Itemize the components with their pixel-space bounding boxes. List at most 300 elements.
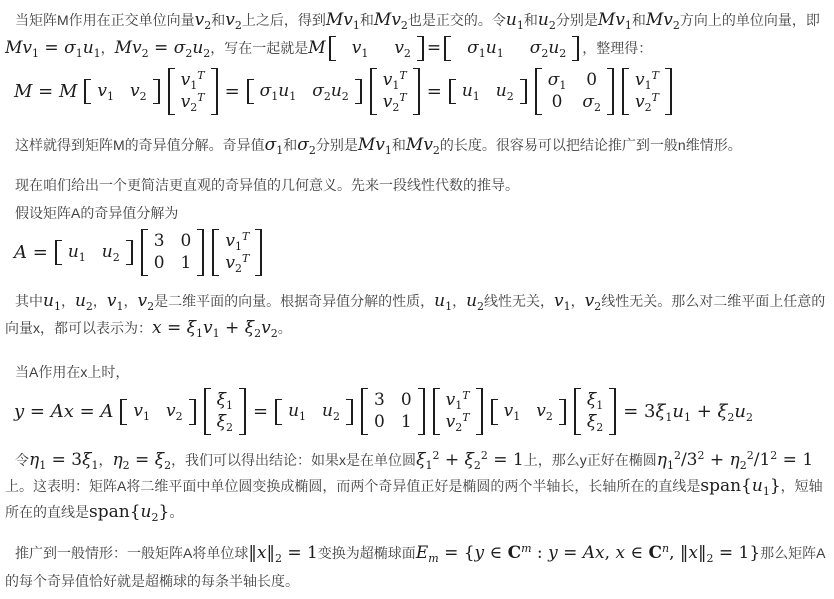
- subscript: 1: [624, 19, 632, 32]
- text-run: ，我们可以得出结论：如果x是在单位圆: [171, 452, 417, 469]
- text-run: 这样就得到矩阵M的奇异值分解。奇异值: [15, 137, 265, 154]
- subscript: 2: [204, 19, 212, 32]
- matrix-body: [629, 68, 665, 115]
- subscript: 2: [112, 250, 120, 264]
- text-run: 分别是: [315, 137, 358, 154]
- subscript: 2: [190, 100, 198, 114]
- math-run: =: [426, 38, 442, 58]
- subscript: 1: [559, 79, 567, 93]
- subscript: 2: [727, 411, 735, 425]
- right-bracket: [520, 79, 527, 105]
- matrix-cell: $v_2$: [166, 401, 183, 424]
- subscript: 1: [276, 144, 284, 158]
- matrix-cell: 0: [586, 70, 598, 91]
- math-run: $\eta_2 = \xi_2$: [112, 450, 172, 473]
- text-run: 当A作用在x上时，: [15, 364, 130, 381]
- math-run: M: [308, 38, 326, 58]
- subscript: 2: [332, 410, 340, 424]
- matrix-body: [91, 79, 152, 105]
- math-run: $\{u_1\}$: [741, 476, 781, 499]
- column-vector: [370, 68, 420, 115]
- text-run: 的长度。很容易可以把结论推广到一般n维情形。: [439, 137, 742, 154]
- subscript: 2: [746, 411, 754, 425]
- subscript: 2: [122, 459, 130, 473]
- matrix-cell: $\sigma_1$: [547, 70, 567, 93]
- subscript: 2: [270, 327, 278, 341]
- matrix-body: [282, 399, 346, 425]
- superscript: 2: [697, 449, 705, 463]
- matrix-cell: $v_2^T$: [445, 410, 470, 434]
- math-run: $v_1$: [554, 291, 571, 314]
- math-run: $Mv_1$: [597, 10, 632, 32]
- matrix-body: [368, 388, 418, 435]
- right-bracket: [572, 36, 579, 62]
- subscript: 2: [141, 47, 149, 60]
- left-bracket: [574, 388, 581, 435]
- matrix-cell: $v_2^T$: [180, 90, 205, 114]
- subscript: 1: [143, 410, 150, 424]
- matrix-body: [377, 68, 413, 115]
- text-run: 分别是: [555, 12, 598, 28]
- subscript: 1: [513, 410, 521, 424]
- matrix-cell: $\sigma_2$: [582, 91, 601, 114]
- right-bracket: [476, 388, 483, 435]
- left-bracket: [329, 36, 336, 62]
- superscript: m: [521, 542, 532, 556]
- text-run: 现在咱们给出一个更简洁更直观的奇异值的几何意义。先来一段线性代数的推导。: [15, 177, 519, 194]
- math-run: $u_2$: [74, 291, 93, 314]
- math-run: $\sigma_1$: [264, 135, 284, 158]
- math-run: $\eta_1 = 3\xi_1$: [29, 450, 99, 473]
- right-bracket: [607, 68, 614, 115]
- math-run: y = Ax = A: [14, 401, 114, 423]
- left-bracket: [212, 229, 219, 276]
- superscript: 2: [746, 449, 754, 463]
- superscript: 2: [480, 449, 488, 463]
- row-vector: [120, 399, 195, 425]
- matrix-cell: $\sigma_1u_1$: [467, 37, 504, 60]
- subscript: 1: [212, 327, 220, 341]
- row-vector: [329, 36, 424, 62]
- matrix-body: [498, 399, 559, 425]
- subscript: 1: [53, 300, 61, 314]
- subscript: 1: [683, 411, 691, 425]
- matrix-body: [456, 79, 520, 105]
- subscript: 1: [361, 46, 369, 60]
- subscript: 2: [225, 420, 233, 434]
- subscript: 1: [93, 47, 101, 60]
- math-run: C: [648, 543, 662, 564]
- subscript: 2: [175, 410, 183, 424]
- text-run: ，: [570, 293, 585, 310]
- matrix-cell: 0: [551, 91, 563, 112]
- superscript: T: [241, 230, 250, 244]
- superscript: T: [462, 410, 470, 424]
- left-bracket: [204, 388, 211, 435]
- text-run: 和: [283, 137, 298, 154]
- subscript: 2: [85, 300, 93, 314]
- subscript: 2: [234, 19, 242, 32]
- text-run: 令: [15, 452, 29, 469]
- matrix-cell: $v_2^T$: [382, 90, 407, 114]
- subscript: 1: [665, 411, 673, 425]
- text-run: 其中: [15, 293, 43, 310]
- subscript: 2: [234, 261, 242, 275]
- subscript: 1: [666, 459, 674, 473]
- right-bracket: [417, 36, 424, 62]
- matrix-cell: $\sigma_1u_1$: [259, 80, 297, 103]
- subscript: 2: [274, 552, 282, 566]
- subscript: 1: [91, 459, 99, 473]
- row-vector: [491, 399, 566, 425]
- text-run: 假设矩阵A的奇异值分解为: [15, 205, 179, 222]
- row-vector: [247, 79, 362, 105]
- row-vector: [444, 36, 579, 62]
- subscript: 1: [271, 89, 279, 103]
- para-apply: [5, 358, 829, 386]
- formula-a: [5, 229, 829, 276]
- row-vector: [449, 79, 527, 105]
- column-vector: [574, 388, 616, 435]
- math-run: span: [89, 502, 130, 523]
- subscript: 1: [299, 410, 307, 424]
- text-run: ，: [100, 40, 115, 56]
- left-bracket: [433, 388, 440, 435]
- matrix-cell: $v_1$: [503, 401, 521, 424]
- text-run: 和: [211, 12, 226, 28]
- matrix-body: [219, 229, 255, 276]
- text-run: 线性无关。那么对二维平面上任意的向量x，都可以表示为：: [5, 293, 826, 337]
- math-run: $\xi_1^2 + \xi_2^2 = 1$: [416, 449, 524, 473]
- subscript: 2: [644, 100, 652, 114]
- matrix-cell: $v_1^T$: [180, 69, 205, 93]
- right-bracket: [609, 388, 616, 435]
- matrix-cell: $\sigma_2u_2$: [529, 37, 567, 60]
- matrix-body: [451, 36, 572, 62]
- math-run: $Mv_2$: [645, 10, 680, 32]
- subscript: 1: [78, 250, 86, 264]
- subscript: 2: [739, 459, 747, 473]
- matrix-body: [148, 229, 198, 276]
- subscript: 1: [32, 47, 40, 60]
- subscript: 1: [352, 19, 360, 32]
- column-vector: [212, 229, 262, 276]
- right-bracket: [153, 79, 160, 105]
- subscript: 1: [392, 79, 400, 93]
- subscript: 1: [644, 79, 652, 93]
- subscript: 2: [432, 144, 440, 158]
- matrix-cell: $u_2$: [495, 80, 514, 103]
- math-run: $\eta_1^2/3^2 + \eta_2^2/1^2 = 1$: [656, 449, 814, 473]
- subscript: 1: [472, 89, 480, 103]
- text-run: 。: [277, 320, 292, 337]
- superscript: T: [399, 69, 407, 83]
- column-vector: [622, 68, 672, 115]
- matrix-cell: 3: [153, 231, 165, 252]
- subscript: 1: [455, 399, 463, 413]
- subscript: 2: [185, 47, 193, 60]
- matrix-cell: $\xi_1$: [586, 390, 604, 413]
- matrix-cell: 0: [180, 231, 192, 252]
- text-run: ，整理得：: [582, 40, 653, 56]
- subscript: 1: [190, 79, 198, 93]
- right-bracket: [189, 399, 196, 425]
- left-bracket: [361, 388, 368, 435]
- subscript: 2: [559, 46, 567, 60]
- math-run: $Mv_1 = \sigma_1u_1$: [5, 38, 101, 60]
- subscript: 2: [400, 19, 408, 32]
- text-run: 当矩阵M作用在正交单位向量: [15, 12, 195, 28]
- subscript: 1: [762, 485, 770, 499]
- subscript: 1: [196, 327, 204, 341]
- matrix-body: [175, 68, 211, 115]
- math-run: $u_1$: [505, 10, 524, 32]
- matrix-cell: $v_1^T$: [382, 69, 407, 93]
- math-run: $Mv_2$: [405, 135, 440, 158]
- right-bracket: [126, 240, 133, 266]
- text-run: ，: [452, 293, 467, 310]
- math-run: = $3\xi_1u_1 + \xi_2u_2$: [623, 401, 754, 425]
- math-run: $v_1$: [106, 291, 124, 314]
- left-bracket: [275, 399, 282, 425]
- matrix-cell: $\xi_2$: [216, 411, 233, 434]
- math-run: span: [700, 476, 742, 497]
- math-run: C: [507, 543, 522, 564]
- text-run: 和: [359, 12, 374, 28]
- math-run: $u_1$: [43, 291, 61, 314]
- para-general: [5, 539, 829, 595]
- superscript: T: [197, 69, 205, 83]
- subscript: 2: [164, 459, 172, 473]
- math-run: =: [252, 401, 269, 423]
- subscript: 2: [254, 327, 262, 341]
- matrix-cell: $v_2$: [130, 80, 147, 103]
- subscript: 2: [473, 459, 481, 473]
- right-bracket: [559, 399, 566, 425]
- math-run: $v_2$: [137, 291, 155, 314]
- matrix-body: [542, 68, 607, 115]
- column-vector: [204, 388, 246, 435]
- subscript: 2: [403, 46, 411, 60]
- math-run: $Mv_1$: [357, 135, 392, 158]
- left-bracket: [622, 68, 629, 115]
- math-run: $u_2$: [466, 291, 485, 314]
- superscript: T: [462, 389, 470, 403]
- matrix-cell: 1: [180, 252, 192, 273]
- para-ellipse: [5, 447, 829, 525]
- superscript: T: [651, 69, 659, 83]
- matrix-cell: 0: [373, 411, 385, 432]
- subscript: 2: [477, 300, 485, 314]
- row-vector: [275, 399, 353, 425]
- matrix-cell: $v_1$: [97, 80, 115, 103]
- para-basis: [5, 288, 829, 342]
- matrix-body: [336, 36, 417, 62]
- superscript: T: [399, 90, 407, 104]
- matrix-body: [440, 388, 476, 435]
- math-run: $\sigma_2$: [297, 135, 316, 158]
- matrix-cell: 3: [373, 390, 385, 411]
- subscript: 2: [541, 46, 549, 60]
- subscript: 2: [594, 300, 602, 314]
- subscript: 2: [147, 300, 155, 314]
- left-bracket: [491, 399, 498, 425]
- matrix: [361, 388, 425, 435]
- math-run: $^m$ : y = Ax, x ∈: [521, 542, 649, 564]
- subscript: 2: [593, 100, 601, 114]
- subscript: 2: [392, 100, 400, 114]
- subscript: 2: [308, 144, 316, 158]
- left-bracket: [247, 79, 254, 105]
- para-svd-conclusion: [5, 131, 829, 159]
- right-bracket: [197, 229, 204, 276]
- right-bracket: [211, 68, 218, 115]
- math-run: $v_2$: [225, 10, 242, 32]
- matrix: [535, 68, 614, 115]
- matrix-cell: $v_1^T$: [634, 69, 659, 93]
- left-bracket: [370, 68, 377, 115]
- matrix-cell: $u_1$: [67, 241, 86, 264]
- math-run: $x = \xi_1v_1 + \xi_2v_2$: [152, 318, 278, 341]
- math-run: $E_m = \{y$ ∈: [415, 543, 508, 566]
- para-orthogonal: [5, 6, 829, 62]
- left-bracket: [444, 36, 451, 62]
- matrix-cell: 0: [153, 252, 165, 273]
- text-run: ，短轴所在的直线是: [5, 478, 823, 521]
- subscript: 2: [545, 410, 553, 424]
- formula-y: [5, 388, 829, 435]
- text-run: 上之后，得到: [241, 12, 326, 28]
- right-bracket: [665, 68, 672, 115]
- matrix-cell: $v_1^T$: [445, 389, 470, 413]
- right-bracket: [346, 399, 353, 425]
- matrix-cell: $v_2$: [536, 401, 553, 424]
- subscript: 1: [289, 89, 297, 103]
- matrix-cell: $v_2^T$: [634, 90, 659, 114]
- math-run: $Mv_2$: [373, 10, 408, 32]
- subscript: 2: [151, 511, 159, 525]
- text-run: ，: [60, 293, 75, 310]
- subscript: 1: [563, 300, 571, 314]
- superscript: T: [241, 251, 250, 265]
- math-run: $Mv_1$: [325, 10, 360, 32]
- matrix-cell: $\xi_2$: [586, 411, 604, 434]
- subscript: 2: [596, 420, 604, 434]
- left-bracket: [55, 240, 62, 266]
- math-run: $^n$, $‖x‖_2 = 1$}: [661, 542, 761, 566]
- matrix-cell: $\sigma_2u_2$: [312, 80, 349, 103]
- matrix: [141, 229, 205, 276]
- column-vector: [168, 68, 218, 115]
- left-bracket: [535, 68, 542, 115]
- superscript: n: [661, 542, 670, 556]
- superscript: 2: [432, 449, 440, 463]
- text-run: 和: [391, 137, 406, 154]
- text-run: 变换为超椭球面: [317, 545, 416, 562]
- math-run: A =: [14, 242, 48, 264]
- math-run: $Mv_2 = \sigma_2u_2$: [114, 38, 211, 60]
- matrix-cell: $\xi_1$: [216, 390, 233, 413]
- column-vector: [433, 388, 483, 435]
- matrix-cell: $u_1$: [461, 80, 480, 103]
- right-bracket: [418, 388, 425, 435]
- subscript: 1: [496, 46, 504, 60]
- subscript: 1: [425, 459, 433, 473]
- text-run: ，: [92, 293, 107, 310]
- matrix-cell: $v_1^T$: [225, 230, 250, 254]
- text-run: 和: [631, 12, 646, 28]
- text-run: 和: [523, 12, 538, 28]
- subscript: 2: [139, 89, 147, 103]
- superscript: T: [197, 90, 205, 104]
- right-bracket: [355, 79, 362, 105]
- subscript: 2: [706, 552, 714, 566]
- right-bracket: [239, 388, 246, 435]
- subscript: 1: [516, 19, 524, 32]
- superscript: 2: [673, 449, 681, 463]
- text-run: ，写在一起就是: [210, 40, 309, 56]
- matrix-body: [62, 240, 126, 266]
- math-run: $v_2$: [194, 10, 212, 32]
- text-run: 上，那么y正好在椭圆: [523, 452, 657, 469]
- right-bracket: [413, 68, 420, 115]
- matrix-cell: $v_1$: [351, 37, 369, 60]
- text-run: ，: [98, 452, 113, 469]
- math-run: $u_1$: [434, 291, 453, 314]
- subscript: 1: [445, 300, 453, 314]
- matrix-cell: $v_2$: [394, 37, 411, 60]
- subscript: 2: [672, 19, 680, 32]
- text-run: 也是正交的。令: [407, 12, 506, 28]
- matrix-cell: $v_1$: [133, 401, 150, 424]
- subscript: 2: [203, 47, 211, 60]
- subscript: 2: [341, 89, 349, 103]
- row-vector: [55, 240, 133, 266]
- math-run: $\{u_2\}$: [129, 502, 170, 525]
- superscript: 2: [770, 449, 778, 463]
- subscript: 1: [384, 144, 392, 158]
- math-run: =: [426, 81, 442, 103]
- math-run: $v_2$: [584, 291, 602, 314]
- math-run: =: [224, 81, 240, 103]
- matrix-cell: $u_2$: [101, 241, 120, 264]
- left-bracket: [120, 399, 127, 425]
- left-bracket: [168, 68, 175, 115]
- math-run: M = M: [14, 81, 78, 103]
- matrix-body: [581, 388, 609, 435]
- matrix-cell: $u_2$: [322, 401, 340, 424]
- left-bracket: [84, 79, 91, 105]
- matrix-cell: $v_2^T$: [225, 251, 250, 275]
- text-run: 。: [169, 504, 184, 521]
- left-bracket: [141, 229, 148, 276]
- text-run: 推广到一般情形：一般矩阵A将单位球: [15, 545, 249, 562]
- subscript: 1: [596, 399, 604, 413]
- math-run: $‖x‖_2 = 1$: [248, 543, 318, 566]
- right-bracket: [255, 229, 262, 276]
- subscript: 1: [39, 459, 47, 473]
- matrix-cell: 0: [400, 390, 412, 411]
- para-geo-intro: [5, 171, 829, 199]
- matrix-body: [127, 399, 188, 425]
- subscript: 1: [478, 46, 486, 60]
- subscript: 1: [225, 399, 233, 413]
- math-run: $u_2$: [537, 10, 556, 32]
- matrix-cell: $u_1$: [288, 401, 307, 424]
- text-run: ，: [123, 293, 138, 310]
- matrix-cell: 1: [400, 411, 412, 432]
- subscript: 2: [455, 420, 463, 434]
